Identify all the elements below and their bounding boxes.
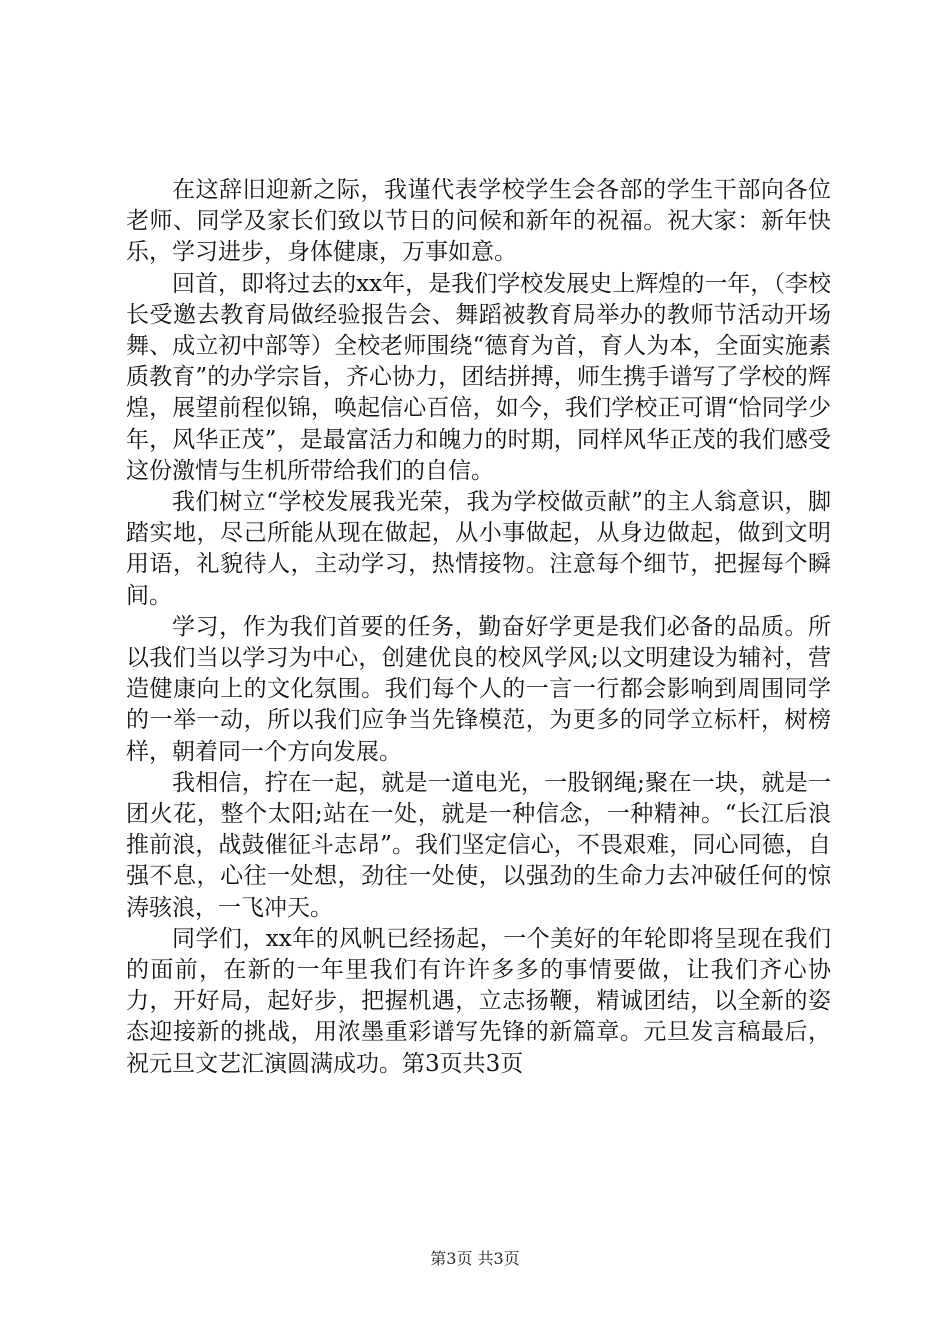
paragraph-2: 回首，即将过去的xx年，是我们学校发展史上辉煌的一年，（李校长受邀去教育局做经验报告会、舞蹈被教育局举办的教师节活动开场舞、成立初中部等）全校老师围绕“德育为首，育人为本，全面实施素质教育”的办学宗旨，齐心协力，团结拼搏，师生携手谱写了学校的辉煌，展望前程似锦，唤起信心百倍，如今，我们学校正可谓“恰同学少年，风华正茂”，是最富活力和魄力的时期，同样风华正茂的我们感受这份激情与生机所带给我们的自信。 (126, 270, 831, 484)
paragraph-4: 学习，作为我们首要的任务，勤奋好学更是我们必备的品质。所以我们当以学习为中心，创建优良的校风学风;以文明建设为辅衬，营造健康向上的文化氛围。我们每个人的一言一行都会影响到周围同学的一举一动，所以我们应争当先锋模范，为更多的同学立标杆，树榜样，朝着同一个方向发展。 (126, 613, 831, 765)
paragraph-1: 在这辞旧迎新之际，我谨代表学校学生会各部的学生干部向各位老师、同学及家长们致以节日的问候和新年的祝福。祝大家：新年快乐，学习进步，身体健康，万事如意。 (126, 177, 831, 266)
document-body (126, 175, 831, 1080)
paragraph-3: 我们树立“学校发展我光荣，我为学校做贡献”的主人翁意识，脚踏实地，尽己所能从现在做起，从小事做起，从身边做起，做到文明用语，礼貌待人，主动学习，热情接物。注意每个细节，把握每个瞬间。 (126, 489, 831, 609)
paragraph-6: 同学们，xx年的风帆已经扬起，一个美好的年轮即将呈现在我们的面前，在新的一年里我们有许许多多的事情要做，让我们齐心协力，开好局，起好步，把握机遇，立志扬鞭，精诚团结，以全新的姿态迎接新的挑战，用浓墨重彩谱写先锋的新篇章。元旦发言稿最后，祝元旦文艺汇演圆满成功。第3页共3页 (126, 925, 831, 1077)
page-footer: 第3页 共3页 (430, 1249, 520, 1268)
paragraph-5: 我相信，拧在一起，就是一道电光，一股钢绳;聚在一块，就是一团火花，整个太阳;站在一处，就是一种信念，一种精神。“长江后浪推前浪，战鼓催征斗志昂”。我们坚定信心，不畏艰难，同心同德，自强不息，心往一处想，劲往一处使，以强劲的生命力去冲破任何的惊涛骇浪，一飞冲天。 (126, 769, 831, 921)
